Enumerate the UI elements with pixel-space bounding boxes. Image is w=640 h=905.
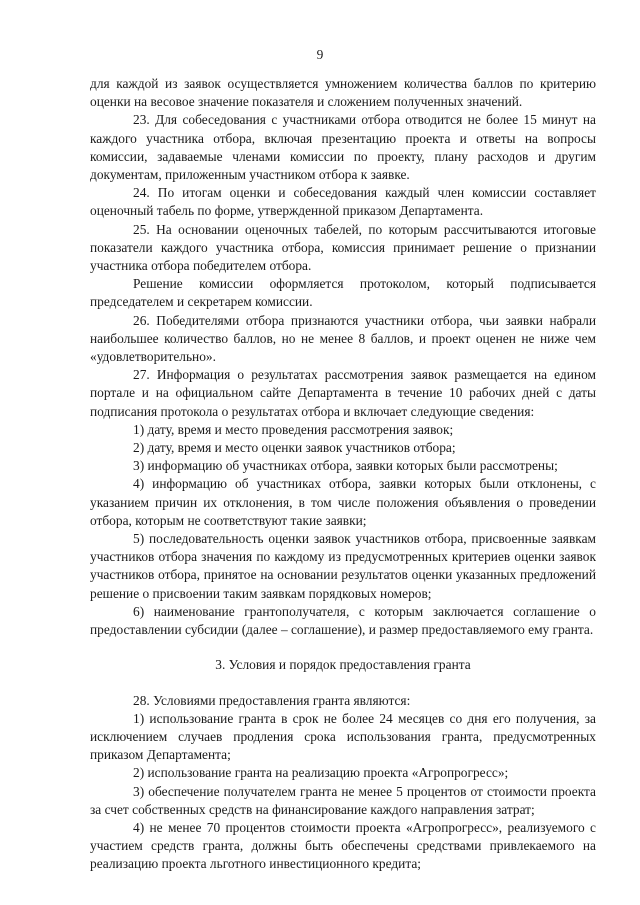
document-body — [90, 75, 596, 874]
page-number: 9 — [316, 47, 324, 62]
list-item-27-3: 3) информацию об участниках отбора, заявки которых были рассмотрены; — [133, 458, 558, 474]
section-heading: 3. Условия и порядок предоставления гранта — [215, 657, 471, 673]
paragraph-25: 25. На основании оценочных табелей, по которым рассчитываются итоговые показатели каждого участника отбора, комиссия принимает решение о признании участника отбора победителем отбора. — [90, 221, 596, 274]
list-item-27-5: 5) последовательность оценки заявок участников отбора, присвоенные заявкам участников отбора значения по каждому из предусмотренных критериев оценки заявок участников отбора, принятое на основании результатов оценки указанных предложений решение о присвоении таким заявкам порядковых номеров; — [90, 531, 596, 601]
list-item-28-2: 2) использование гранта на реализацию проекта «Агропрогресс»; — [133, 765, 509, 781]
list-item-27-1: 1) дату, время и место проведения рассмотрения заявок; — [133, 421, 454, 437]
paragraph-24: 24. По итогам оценки и собеседования каждый член комиссии составляет оценочный табель по форме, утвержденной приказом Департамента. — [90, 185, 596, 219]
list-item-27-4: 4) информацию об участниках отбора, заявки которых были отклонены, с указанием причин их отклонения, в том числе положения объявления о проведении отбора, которым не соответствуют такие заявки; — [90, 476, 596, 528]
list-item-27-6: 6) наименование грантополучателя, с которым заключается соглашение о предоставлении субсидии (далее – соглашение), и размер предоставляемого ему гранта. — [90, 603, 596, 638]
paragraph-28: 28. Условиями предоставления гранта являются: — [133, 692, 411, 708]
list-item-27-2: 2) дату, время и место оценки заявок участников отбора; — [133, 440, 456, 456]
list-item-28-3: 3) обеспечение получателем гранта не менее 5 процентов от стоимости проекта за счет собственных средств на финансирование каждого направления затрат; — [90, 783, 596, 817]
paragraph-27: 27. Информация о результатах рассмотрения заявок размещается на едином портале и на официальном сайте Департамента в течение 10 рабочих дней с даты подписания протокола о результатах отбора и включает следующие сведения: — [90, 367, 596, 419]
paragraph-continuation: для каждой из заявок осуществляется умножением количества баллов по критерию оценки на весовое значение показателя и сложением полученных значений. — [90, 76, 596, 110]
paragraph-26: 26. Победителями отбора признаются участники отбора, чьи заявки набрали наибольшее количество баллов, но не менее 8 баллов, и проект оценен не ниже чем «удовлетворительно». — [90, 312, 596, 365]
paragraph-23: 23. Для собеседования с участниками отбора отводится не более 15 минут на каждого участника отбора, включая презентацию проекта и ответы на вопросы комиссии, задаваемые членами комиссии по проекту, плану расходов и другим документам, приложенным участником отбора к заявке. — [90, 112, 596, 183]
list-item-28-4: 4) не менее 70 процентов стоимости проекта «Агропрогресс», реализуемого с участием средств гранта, должны быть обеспечены средствами привлекаемого на реализацию проекта льготного инвестиционного кредита; — [90, 819, 596, 872]
paragraph-25-decision: Решение комиссии оформляется протоколом, который подписывается председателем и секретарем комиссии. — [90, 276, 596, 310]
list-item-28-1: 1) использование гранта в срок не более 24 месяцев со дня его получения, за исключением случаев продления срока использования гранта, предусмотренных приказом Департамента; — [90, 710, 596, 763]
